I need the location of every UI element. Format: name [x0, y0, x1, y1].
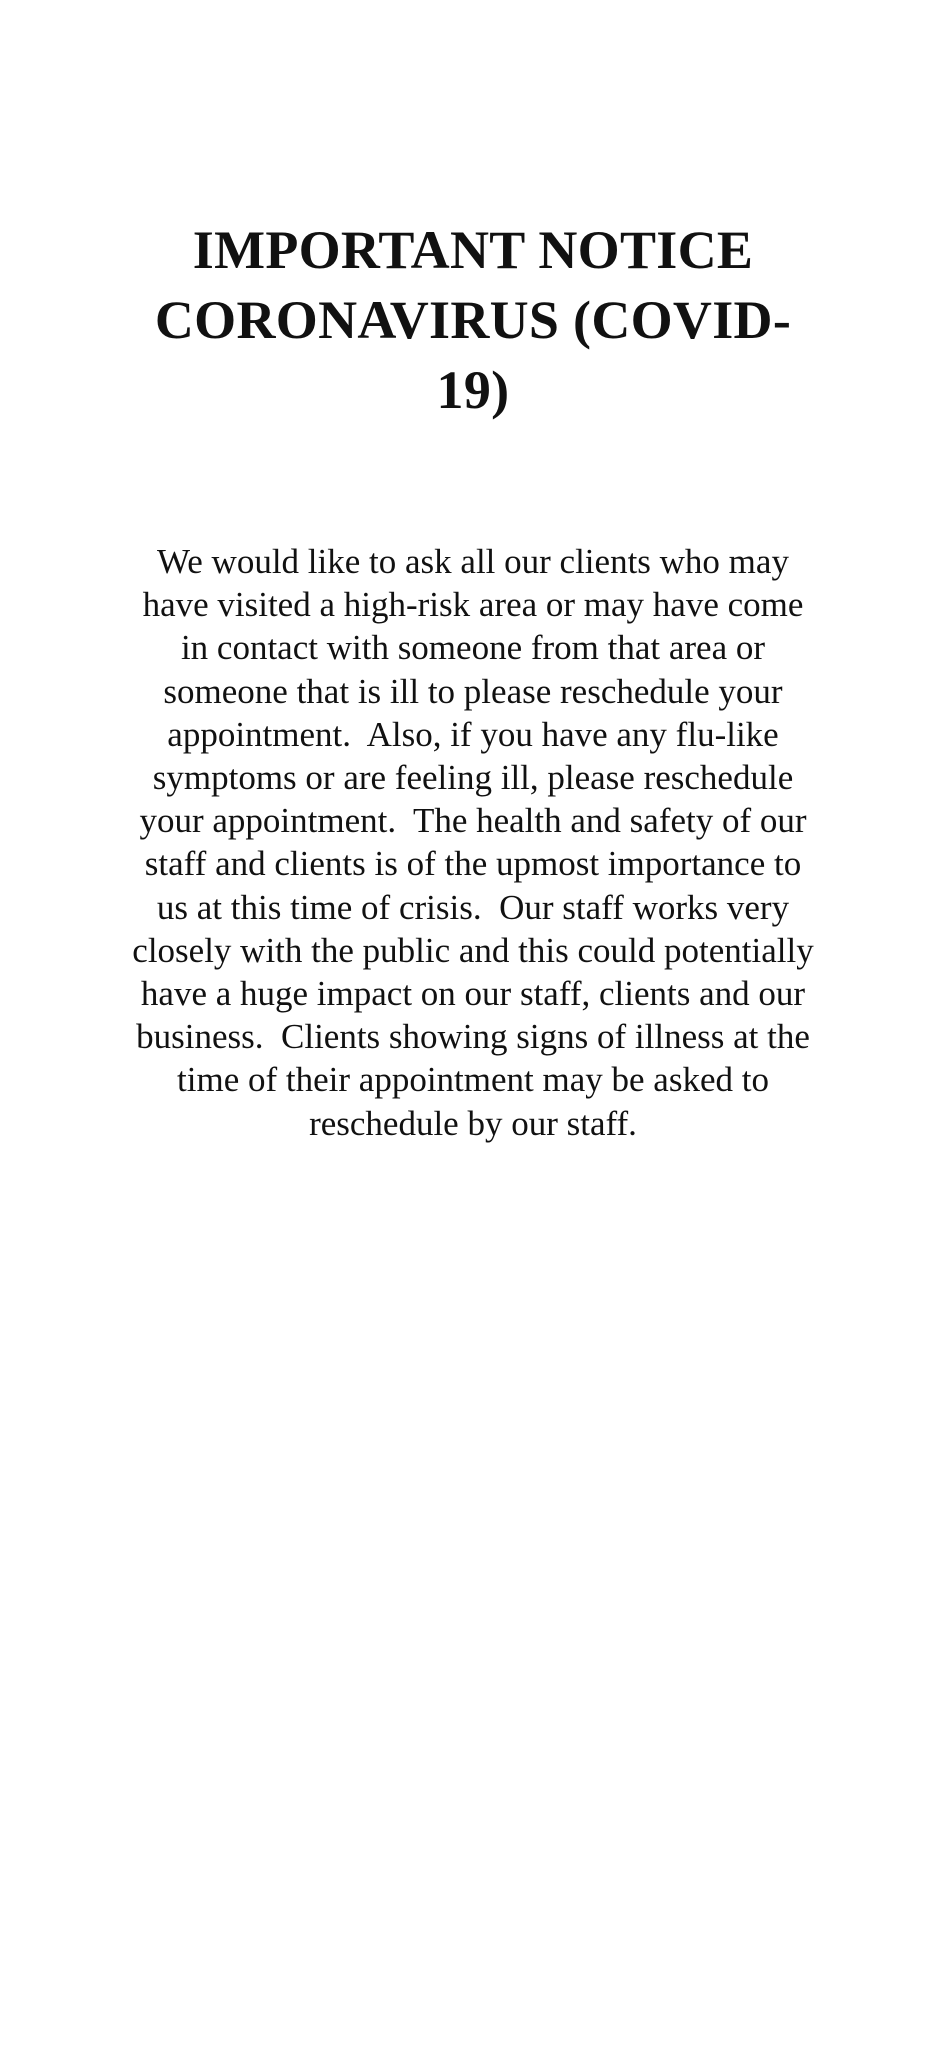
notice-title-line: IMPORTANT NOTICE	[192, 220, 754, 280]
notice-body-line: in contact with someone from that area or	[180, 628, 766, 668]
notice-title-line: CORONAVIRUS (COVID-	[154, 290, 792, 350]
notice-body-line: appointment. Also, if you have any flu-like	[167, 714, 779, 754]
notice-body-line: symptoms or are feeling ill, please reschedule	[152, 758, 794, 798]
notice-body-line: business. Clients showing signs of illness at the	[136, 1017, 810, 1057]
notice-title-line: 19)	[436, 360, 510, 420]
notice-body-line: us at this time of crisis. Our staff works very	[156, 887, 790, 927]
notice-body-line: time of their appointment may be asked to	[177, 1060, 769, 1100]
notice-body-line: We would like to ask all our clients who may	[157, 542, 789, 581]
notice-body-line: closely with the public and this could potentially	[132, 930, 814, 970]
notice-body-line: have a huge impact on our staff, clients and our	[140, 974, 806, 1014]
notice-body-line: someone that is ill to please reschedule your	[163, 671, 783, 711]
notice-body-line: have visited a high-risk area or may have come	[142, 585, 804, 625]
notice-body-line: reschedule by our staff.	[309, 1103, 637, 1143]
notice-body	[90, 540, 856, 1145]
notice-body-line: your appointment. The health and safety of our	[139, 801, 807, 841]
notice-title	[100, 215, 846, 425]
notice-body-line: staff and clients is of the upmost importance to	[144, 844, 802, 884]
